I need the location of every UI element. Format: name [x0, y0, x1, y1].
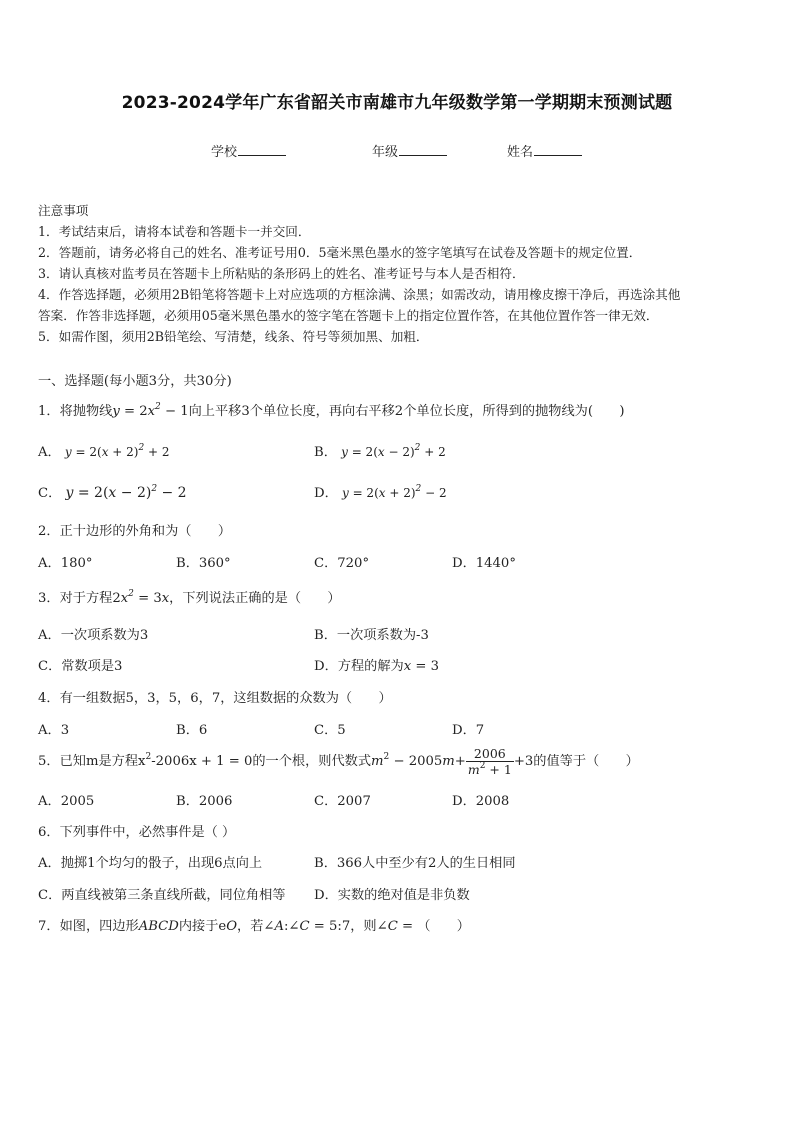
q4-option-a[interactable]: A．3: [38, 723, 70, 738]
grade-field: [372, 141, 447, 160]
q7-quad: ABCD: [138, 919, 179, 934]
q6-option-d[interactable]: D．实数的绝对值是非负数: [314, 888, 470, 903]
option-formula: x = 3: [403, 659, 439, 674]
question-2: 2．正十边形的外角和为（ ）: [38, 524, 232, 539]
name-field: [507, 141, 582, 160]
q7-stem-pre: 7．如图，四边形: [38, 919, 139, 934]
q7-stem-mid3: ，则: [350, 919, 377, 934]
note-item: 4．作答选择题，必须用2B铅笔将答题卡上对应选项的方框涂满、涂黑；如需改动，请用橡皮擦干净后，再选涂其他: [38, 287, 681, 302]
q3-stem-pre: 3．对于方程: [38, 591, 113, 606]
q6-option-b[interactable]: B．366人中至少有2人的生日相同: [314, 856, 516, 871]
q2-option-a[interactable]: A．180°: [38, 556, 93, 571]
q5-stem-pre: 5．已知m是方程: [38, 754, 139, 769]
option-letter: D．: [314, 486, 338, 501]
option-letter: B．: [314, 445, 337, 460]
name-blank[interactable]: [534, 142, 582, 156]
note-item: 1．考试结束后，请将本试卷和答题卡一并交回．: [38, 224, 311, 239]
q2-option-b[interactable]: B．360°: [176, 556, 231, 571]
option-formula: $y = 2(x - 2)^2 + 2$: [341, 443, 446, 459]
option-formula: $y = 2(x + 2)^2 - 2$: [341, 484, 447, 500]
q5-stem-post: 的值等于（ ）: [533, 754, 639, 769]
q5-option-a[interactable]: A．2005: [38, 794, 95, 809]
q5-stem-mid: 的一个根，则代数式: [252, 754, 372, 769]
q4-option-b[interactable]: B．6: [176, 723, 208, 738]
school-label: 学校: [211, 145, 238, 160]
q5-equation: $x^2-2006x + 1 = 0$: [138, 752, 253, 769]
q5-option-d[interactable]: D．2008: [452, 794, 510, 809]
option-letter: A．: [38, 445, 61, 460]
school-blank[interactable]: [238, 142, 286, 156]
q4-option-c[interactable]: C．5: [314, 723, 346, 738]
q7-stem-mid1: 内接于: [178, 919, 219, 934]
q1-stem-post: 向上平移3个单位长度，再向右平移2个单位长度，所得到的抛物线为( ): [188, 404, 625, 419]
grade-blank[interactable]: [399, 142, 447, 156]
question-7: [38, 915, 470, 934]
question-3: [38, 587, 341, 606]
school-field: [211, 141, 286, 160]
note-item: 答案．作答非选择题，必须用05毫米黑色墨水的签字笔在答题卡上的指定位置作答，在其他位置作答一律无效．: [38, 308, 659, 323]
note-item: 2．答题前，请务必将自己的姓名、准考证号用0．5毫米黑色墨水的签字笔填写在试卷及答题卡的规定位置．: [38, 245, 642, 260]
q5-option-c[interactable]: C．2007: [314, 794, 371, 809]
option-formula: $y = 2(x + 2)^2 + 2$: [64, 443, 170, 459]
q6-option-a[interactable]: A．抛掷1个均匀的骰子，出现6点向上: [38, 856, 263, 871]
q1-option-b[interactable]: [314, 441, 446, 460]
q2-option-d[interactable]: D．1440°: [452, 556, 516, 571]
note-item: 3．请认真核对监考员在答题卡上所粘贴的条形码上的姓名、准考证号与本人是否相符．: [38, 266, 525, 281]
grade-label: 年级: [372, 145, 399, 160]
question-4: 4．有一组数据5，3，5，6，7，这组数据的众数为（ ）: [38, 691, 392, 706]
q5-expression: $m^2 - 2005m+$ $\frac{2006}{m^2 + 1}$ +3: [371, 746, 534, 777]
q3-option-c[interactable]: C．常数项是3: [38, 659, 123, 674]
q7-circle: eO: [218, 919, 238, 934]
q4-option-d[interactable]: D．7: [452, 723, 485, 738]
q3-formula: $2x^2 = 3x$: [112, 589, 170, 606]
q7-ratio: ∠A:∠C = 5:7: [263, 919, 351, 934]
q5-option-b[interactable]: B．2006: [176, 794, 233, 809]
q2-option-c[interactable]: C．720°: [314, 556, 370, 571]
q3-option-a[interactable]: A．一次项系数为3: [38, 628, 149, 643]
option-formula: $y = 2(x - 2)^2 - 2$: [65, 484, 187, 501]
q7-stem-post: （ ）: [417, 919, 470, 934]
q7-angle: ∠C =: [376, 919, 418, 934]
q1-stem-pre: 1．将抛物线: [38, 404, 113, 419]
q1-formula: $y = 2x^2 - 1$: [112, 402, 189, 419]
q3-option-d[interactable]: [314, 655, 439, 674]
name-label: 姓名: [507, 145, 534, 160]
option-letter: C．: [38, 486, 62, 501]
option-text: D．方程的解为: [314, 659, 404, 674]
q3-option-b[interactable]: B．一次项系数为-3: [314, 628, 429, 643]
q1-option-a[interactable]: [38, 441, 170, 460]
page-title: 2023-2024学年广东省韶关市南雄市九年级数学第一学期期末预测试题: [121, 93, 673, 113]
question-1: [38, 400, 625, 419]
q7-stem-mid2: ，若: [237, 919, 264, 934]
q1-option-d[interactable]: [314, 482, 447, 501]
q3-stem-post: ，下列说法正确的是（ ）: [169, 591, 341, 606]
note-item: 5．如需作图，须用2B铅笔绘、写清楚，线条、符号等须加黑、加粗．: [38, 329, 429, 344]
section-heading: 一、选择题(每小题3分，共30分): [38, 374, 232, 389]
question-5: [38, 744, 639, 784]
question-6: 6．下列事件中，必然事件是（ ）: [38, 825, 236, 840]
q1-option-c[interactable]: [38, 482, 187, 501]
q6-option-c[interactable]: C．两直线被第三条直线所截，同位角相等: [38, 888, 286, 903]
notes-heading: 注意事项: [38, 203, 89, 218]
